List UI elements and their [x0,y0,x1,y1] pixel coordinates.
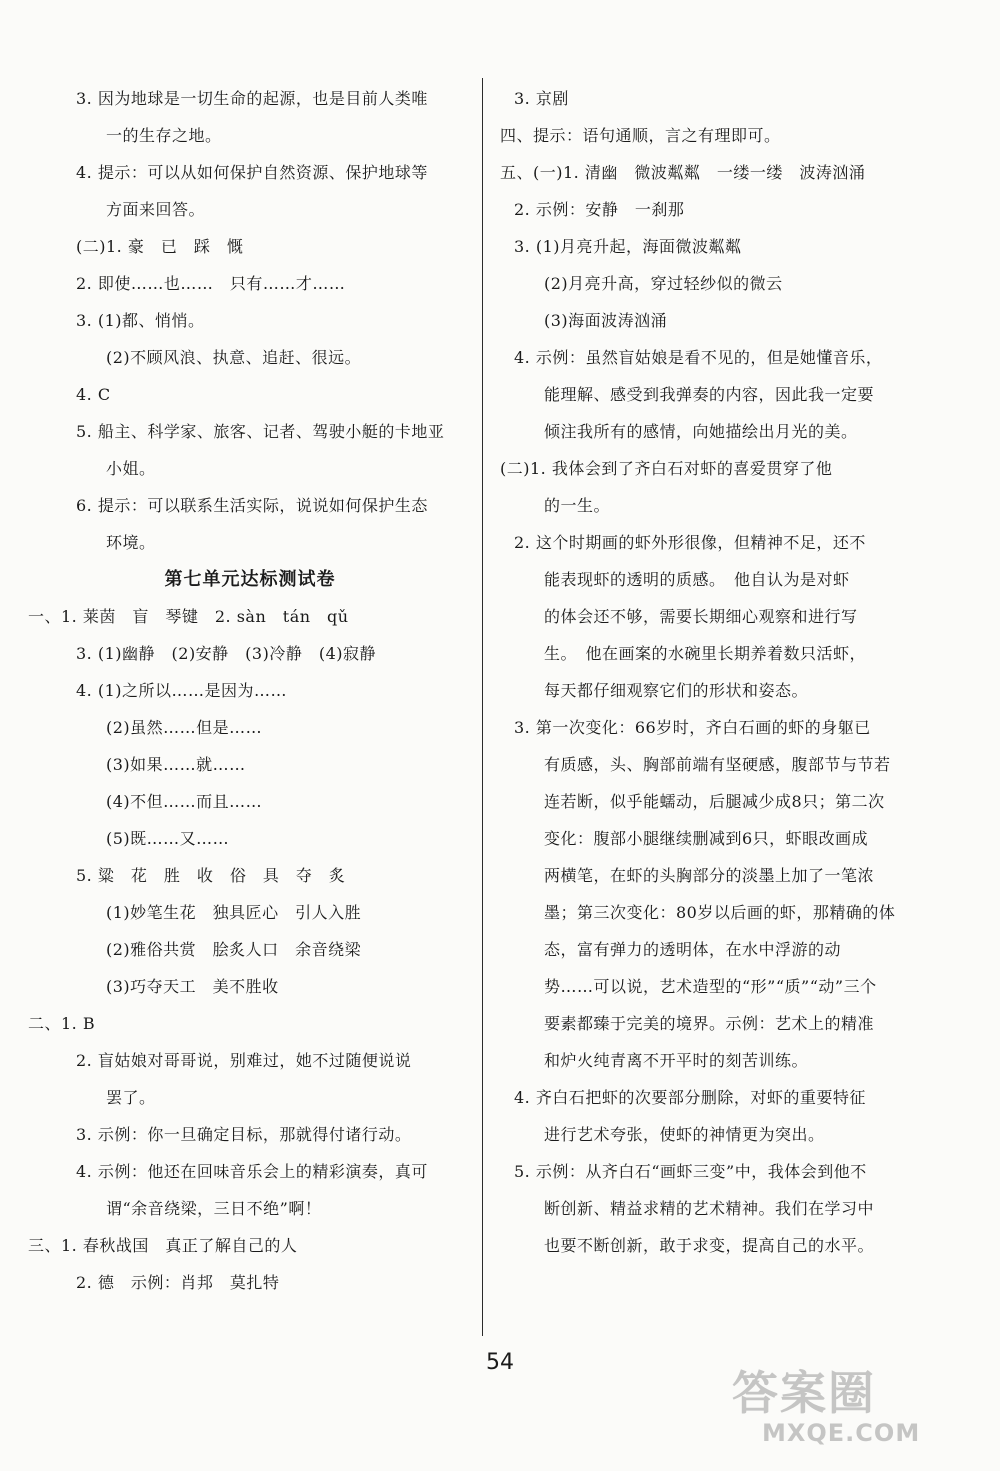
section-title: 第七单元达标测试卷 [164,569,336,590]
answer-line: 也要不断创新，敢于求变，提高自己的水平。 [544,1236,875,1255]
answer-line: 谓“余音绕梁，三日不绝”啊！ [106,1199,322,1218]
answer-line: 二、1. B [28,1014,96,1033]
answer-line: 连若断，似乎能蠕动，后腿减少成8只；第二次 [544,792,885,811]
answer-line: (二)1. 我体会到了齐白石对虾的喜爱贯穿了他 [500,459,833,478]
answer-line: 两横笔，在虾的头胸部分的淡墨上加了一笔浓 [544,866,875,885]
answer-line: (1)妙笔生花 独具匠心 引人入胜 [106,903,362,922]
page-number: 54 [486,1350,514,1375]
answer-line: 一、1. 莱茵 盲 琴键 2. sàn tán qǔ [28,607,349,626]
answer-line: (5)既……又…… [106,829,230,848]
answer-line: 每天都仔细观察它们的形状和姿态。 [544,681,809,700]
watermark-domain: MXQE.COM [762,1419,921,1447]
answer-line: 2. 即使……也…… 只有……才…… [76,274,346,293]
answer-line: 4. 示例：虽然盲姑娘是看不见的，但是她懂音乐， [514,348,883,367]
answer-line: 生。 他在画案的水碗里长期养着数只活虾， [544,644,867,663]
answer-line: (2)雅俗共赏 脍炙人口 余音绕梁 [106,940,362,959]
answer-line: 3. (1)幽静 (2)安静 (3)冷静 (4)寂静 [76,644,377,663]
watermark-text: 答案圈 [732,1366,876,1420]
answer-line: 罢了。 [106,1088,156,1107]
answer-line: 和炉火纯青离不开平时的刻苦训练。 [544,1051,809,1070]
answer-line: 倾注我所有的感情，向她描绘出月光的美。 [544,422,858,441]
answer-line: 四、提示：语句通顺，言之有理即可。 [500,126,781,145]
answer-line: 3. 京剧 [514,89,569,108]
answer-line: 5. 船主、科学家、旅客、记者、驾驶小艇的卡地亚 [76,422,445,441]
answer-line: (2)不顾风浪、执意、追赶、很远。 [106,348,362,367]
answer-line: 进行艺术夸张，使虾的神情更为突出。 [544,1125,825,1144]
answer-line: (4)不但……而且…… [106,792,263,811]
watermark-logo [732,1367,982,1457]
answer-line: 2. 德 示例：肖邦 莫扎特 [76,1273,280,1292]
answer-line: 态，富有弹力的透明体，在水中浮游的动 [544,940,842,959]
answer-line: 能理解、感受到我弹奏的内容，因此我一定要 [544,385,875,404]
left-column [28,80,472,1301]
answer-line: 3. 示例：你一旦确定目标，那就得付诸行动。 [76,1125,412,1144]
answer-line: 2. 这个时期画的虾外形很像，但精神不足，还不 [514,533,866,552]
answer-line: 三、1. 春秋战国 真正了解自己的人 [28,1236,298,1255]
answer-line: 5. 粱 花 胜 收 俗 具 夺 炙 [76,866,346,885]
answer-line: 的体会还不够，需要长期细心观察和进行写 [544,607,858,626]
column-divider [482,78,483,1336]
answer-line: 势……可以说，艺术造型的“形”“质”“动”三个 [544,977,877,996]
answer-line: 方面来回答。 [106,200,206,219]
answer-line: (3)海面波涛汹涌 [544,311,668,330]
answer-line: (3)巧夺天工 美不胜收 [106,977,279,996]
answer-line: 环境。 [106,533,156,552]
answer-line: 变化：腹部小腿继续删减到6只，虾眼改画成 [544,829,869,848]
answer-line: 要素都臻于完美的境界。示例：艺术上的精准 [544,1014,875,1033]
answer-line: 4. (1)之所以……是因为…… [76,681,288,700]
answer-line: 5. 示例：从齐白石“画虾三变”中，我体会到他不 [514,1162,867,1181]
answer-line: 4. C [76,385,111,404]
answer-line: 五、(一)1. 清幽 微波粼粼 一缕一缕 波涛汹涌 [500,163,866,182]
answer-line: 小姐。 [106,459,156,478]
answer-line: 墨；第三次变化：80岁以后画的虾，那精确的体 [544,903,896,922]
answer-line: 一的生存之地。 [106,126,222,145]
answer-line: 的一生。 [544,496,611,515]
answer-line: 3. 第一次变化：66岁时，齐白石画的虾的身躯已 [514,718,871,737]
answer-line: 3. 因为地球是一切生命的起源，也是目前人类唯 [76,89,428,108]
answer-line: 3. (1)都、悄悄。 [76,311,205,330]
answer-line: 2. 示例：安静 一刹那 [514,200,685,219]
right-column [500,80,962,1264]
answer-line: 6. 提示：可以联系生活实际，说说如何保护生态 [76,496,428,515]
answer-line: 4. 齐白石把虾的次要部分删除，对虾的重要特征 [514,1088,866,1107]
answer-line: (二)1. 豪 已 踩 慨 [76,237,244,256]
answer-line: (2)虽然……但是…… [106,718,263,737]
answer-line: (3)如果……就…… [106,755,246,774]
answer-line: (2)月亮升高，穿过轻纱似的微云 [544,274,783,293]
answer-line: 2. 盲姑娘对哥哥说，别难过，她不过随便说说 [76,1051,412,1070]
answer-line: 能表现虾的透明的质感。 他自认为是对虾 [544,570,850,589]
answer-line: 有质感，头、胸部前端有坚硬感，腹部节与节若 [544,755,891,774]
answer-line: 4. 提示：可以从如何保护自然资源、保护地球等 [76,163,428,182]
answer-line: 断创新、精益求精的艺术精神。我们在学习中 [544,1199,875,1218]
answer-line: 4. 示例：他还在回味音乐会上的精彩演奏，真可 [76,1162,428,1181]
answer-line: 3. (1)月亮升起，海面微波粼粼 [514,237,742,256]
